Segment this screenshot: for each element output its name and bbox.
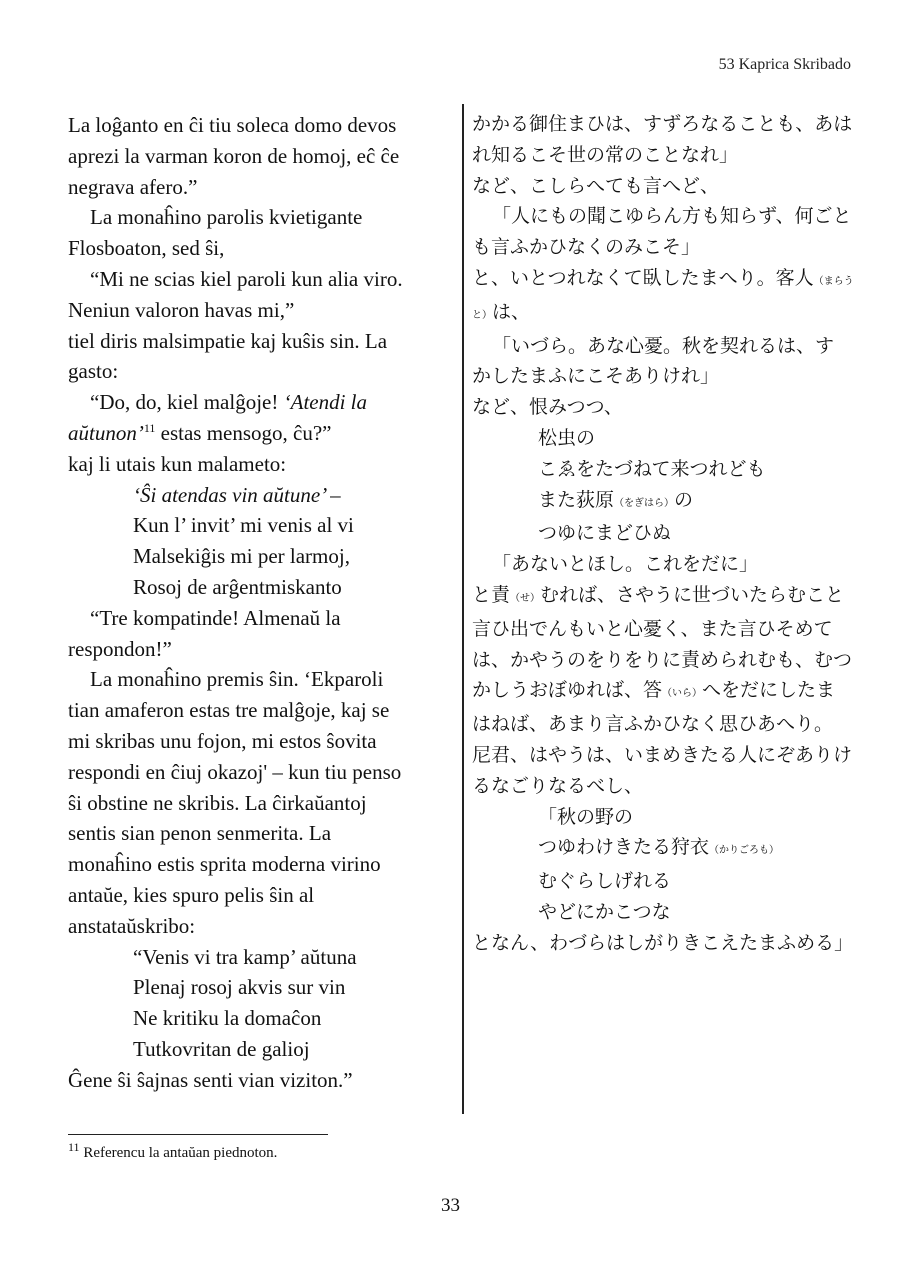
jp-text: は、	[492, 301, 531, 323]
text-line: Flosboaton, sed ŝi,	[68, 236, 225, 261]
footnote-reference[interactable]: 11	[143, 420, 156, 435]
jp-text: つゆわけきたる狩衣	[538, 837, 710, 859]
jp-line: など、こしらへても言へど、	[472, 175, 720, 197]
jp-text: へをだにしたま	[702, 680, 836, 702]
paragraph	[68, 603, 446, 665]
esperanto-column	[68, 110, 446, 1096]
jp-line: も言ふかひなくのみこそ」	[472, 237, 701, 259]
verse-line: Ne kritiku la domaĉon	[133, 1006, 322, 1031]
italic-phrase: aŭtunon’	[68, 420, 144, 445]
jp-text: むれば、さやうに世づいたらむこと	[540, 584, 845, 606]
jp-line: れ知るこそ世の常のことなれ」	[472, 144, 739, 166]
text-line: tiel diris malsimpatie kaj kuŝis sin. La	[68, 328, 388, 353]
jp-line	[472, 581, 860, 615]
text-line: Neniun valoron havas mi,”	[68, 297, 295, 322]
paragraph	[68, 387, 446, 449]
italic-phrase: ‘Atendi la	[283, 390, 368, 415]
verse-line: ‘Ŝi atendas vin aŭtune’ –	[133, 482, 341, 507]
jp-verse-line: 「秋の野の	[538, 806, 634, 828]
text-line: kaj li utais kun malameto:	[68, 451, 287, 476]
text-line: aŭtunon’$^{11}$ estas mensogo, ĉu?”	[68, 420, 332, 445]
jp-text: の	[674, 489, 694, 511]
verse-line: “Venis vi tra kamp’ aŭtuna	[133, 944, 357, 969]
jp-line: かかる御住まひは、すずろなることも、あは	[472, 114, 853, 135]
ruby-annotation: と）	[472, 309, 492, 321]
jp-line: となん、わづらはしがりきこえたまふめる」	[472, 932, 854, 954]
poem-stanza	[68, 942, 446, 1065]
jp-text: また荻原	[538, 489, 615, 511]
jp-text: かしうおぼゆれば、答	[472, 680, 663, 702]
jp-line: は、かやうのをりをりに責められむも、むつ	[472, 649, 853, 671]
paragraph	[68, 449, 446, 480]
text-line: mi skribas unu fojon, mi estos ŝovita	[68, 728, 377, 753]
jp-line	[472, 298, 860, 332]
column-divider	[462, 104, 464, 1114]
text-line: “Tre kompatinde! Almenaŭ la	[90, 605, 341, 630]
page-number: 33	[441, 1195, 460, 1216]
jp-line: 言ひ出でんもいと心憂く、また言ひそめて	[472, 618, 833, 640]
text-line: negrava afero.”	[68, 174, 198, 199]
jp-text: と、いとつれなくて臥したまへり。客人	[472, 267, 814, 289]
paragraph	[68, 326, 446, 388]
text-line: tian amaferon estas tre malĝoje, kaj se	[68, 698, 390, 723]
jp-verse-line: つゆにまどひぬ	[538, 523, 672, 545]
text-line: gasto:	[68, 359, 119, 384]
text-line: sentis sian penon senmerita. La	[68, 821, 332, 846]
paragraph	[68, 202, 446, 264]
text-line: respondon!”	[68, 636, 172, 661]
footnote-text: Referencu la antaŭan piednoton.	[83, 1145, 278, 1161]
text-line: antaŭe, kies spuro pelis ŝin al	[68, 882, 315, 907]
poem-stanza	[68, 480, 446, 603]
paragraph	[68, 1065, 446, 1096]
jp-verse-line: むぐらしげれる	[538, 871, 672, 893]
running-header: 53 Kaprica Skribado	[718, 56, 851, 73]
jp-line: はねば、あまり言ふかひなく思ひあへり。	[472, 714, 834, 736]
text-line: Ĝene ŝi ŝajnas senti vian viziton.”	[68, 1067, 353, 1092]
footnote-rule	[68, 1134, 328, 1135]
jp-line: 尼君、はやうは、いまめきたる人にぞありけ	[472, 744, 853, 766]
text-line: respondi en ĉiuj okazoj' – kun tiu penso	[68, 759, 402, 784]
ruby-annotation: （をぎはら）	[614, 497, 675, 509]
verse-line: Tutkovritan de galioj	[133, 1036, 310, 1061]
jp-verse-line	[472, 833, 860, 867]
text-line: La loĝanto en ĉi tiu soleca domo devos	[68, 113, 397, 137]
footnote	[68, 1140, 278, 1162]
jp-verse-line: やどにかこつな	[538, 901, 671, 923]
jp-line: 「人にもの聞こゆらん方も知らず、何ごと	[492, 206, 852, 228]
verse-line: Rosoj de arĝentmiskanto	[133, 574, 342, 599]
text-line: “Do, do, kiel malĝoje! ‘Atendi la	[90, 390, 368, 415]
jp-line	[472, 676, 860, 710]
jp-line: かしたまふにこそありけれ」	[472, 366, 720, 388]
jp-text: と責	[472, 584, 511, 606]
jp-line	[472, 264, 860, 298]
ruby-annotation: （かりごろも）	[709, 845, 780, 857]
text-line: aprezi la varman koron de homoj, eĉ ĉe	[68, 143, 400, 168]
paragraph	[68, 264, 446, 326]
jp-line: 「あないとほし。これをだに」	[492, 554, 759, 576]
footnote-number: 11	[68, 1140, 80, 1154]
ruby-annotation: （いら）	[662, 688, 703, 700]
ruby-annotation: （せ）	[510, 592, 541, 604]
paragraph	[68, 110, 446, 202]
japanese-column	[472, 110, 860, 960]
jp-verse-line	[472, 486, 860, 520]
text-line: La monaĥino premis ŝin. ‘Ekparoli	[90, 667, 384, 692]
text-line: ŝi obstine ne skribis. La ĉirkaŭantoj	[68, 790, 367, 815]
jp-verse-line: こゑをたづねて来つれども	[538, 458, 766, 480]
verse-line: Malsekiĝis mi per larmoj,	[133, 544, 350, 569]
text-line: “Mi ne scias kiel paroli kun alia viro.	[90, 266, 403, 291]
jp-verse-line: 松虫の	[538, 427, 596, 449]
paragraph	[68, 664, 446, 941]
jp-line: るなごりなるべし、	[472, 775, 644, 797]
jp-line: 「いづら。あな心憂。秋を契れるは、す	[492, 335, 835, 357]
verse-line: Kun l’ invit’ mi venis al vi	[133, 513, 354, 538]
verse-line: Plenaj rosoj akvis sur vin	[133, 975, 346, 1000]
text-line: anstataŭskribo:	[68, 913, 196, 938]
text-line: monaĥino estis sprita moderna virino	[68, 852, 381, 877]
jp-line: など、恨みつつ、	[472, 397, 623, 419]
ruby-annotation: （まらう	[813, 275, 854, 287]
text-line: La monaĥino parolis kvietigante	[90, 205, 363, 230]
